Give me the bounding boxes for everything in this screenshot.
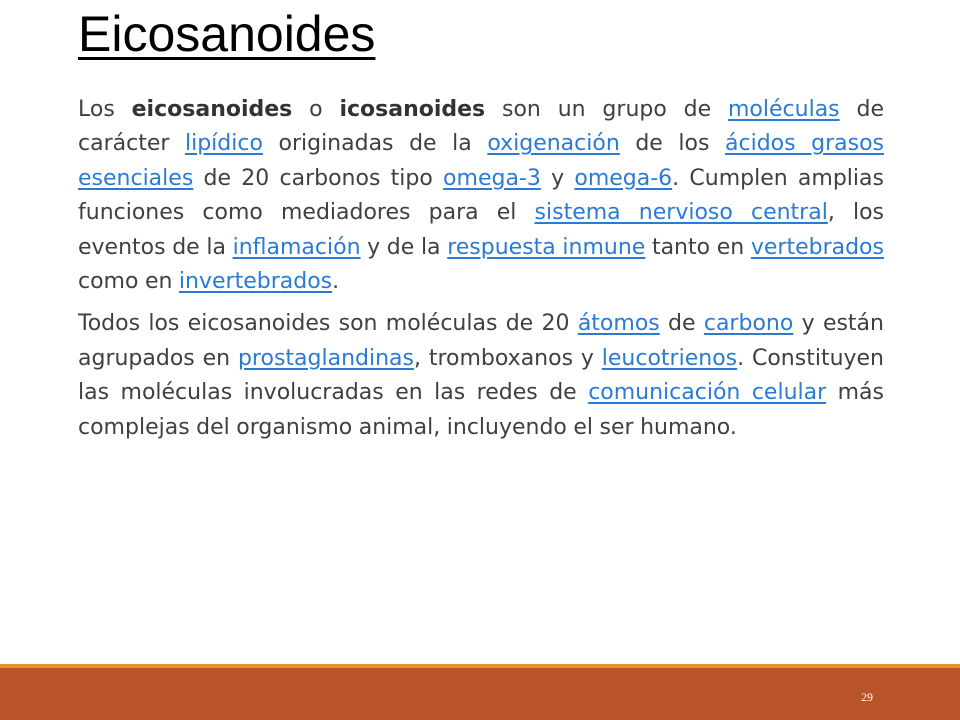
text: Todos los eicosanoides son moléculas de 20 — [78, 311, 578, 337]
link-prostaglandinas[interactable]: prostaglandinas — [237, 345, 414, 371]
link-sistema-nervioso-central[interactable]: sistema nervioso central — [534, 200, 828, 226]
text: Los — [78, 97, 132, 122]
footer-bar — [0, 668, 960, 720]
text: de carácter — [78, 97, 884, 157]
slide-title: Eicosanoides — [78, 6, 376, 62]
text: de 20 carbonos tipo — [193, 165, 444, 191]
paragraph-1 — [78, 93, 884, 299]
text: tanto en — [645, 234, 751, 260]
link-carbono[interactable]: carbono — [703, 311, 794, 337]
text: son un grupo de — [485, 97, 728, 122]
text: de los — [619, 131, 725, 157]
text: y están agrupados en — [78, 311, 884, 371]
link-respuesta-inmune[interactable]: respuesta inmune — [447, 234, 646, 260]
text: y de la — [360, 234, 448, 260]
text: más complejas del organismo animal, incluyendo el ser humano. — [78, 380, 884, 440]
link-omega-3[interactable]: omega-3 — [443, 165, 541, 191]
term-icosanoides: icosanoides — [339, 97, 486, 122]
link-omega-6[interactable]: omega-6 — [574, 165, 673, 191]
link-inflamacion[interactable]: inflamación — [232, 234, 361, 260]
link-moleculas[interactable]: moléculas — [728, 97, 840, 122]
link-leucotrienos[interactable]: leucotrienos — [601, 345, 738, 371]
link-comunicacion-celular[interactable]: comunicación celular — [588, 380, 827, 406]
text: . Constituyen las moléculas involucradas en las redes de — [78, 345, 885, 406]
link-acidos-grasos-esenciales[interactable]: ácidos grasos esenciales — [78, 131, 885, 191]
link-lipidico[interactable]: lipídico — [184, 131, 263, 157]
text: , los eventos de la — [78, 200, 884, 260]
text: , tromboxanos y — [414, 345, 602, 371]
text: o — [292, 97, 340, 122]
text: de — [659, 311, 704, 337]
page-number: 29 — [861, 690, 873, 704]
slide-body — [78, 93, 884, 453]
link-atomos[interactable]: átomos — [577, 311, 660, 337]
term-eicosanoides: eicosanoides — [131, 97, 293, 122]
text: . Cumplen amplias funciones como mediadores para el — [78, 165, 884, 226]
link-oxigenacion[interactable]: oxigenación — [487, 131, 620, 157]
text: como en — [78, 269, 179, 295]
paragraph-2 — [78, 307, 884, 445]
link-vertebrados[interactable]: vertebrados — [750, 234, 884, 260]
link-invertebrados[interactable]: invertebrados — [178, 269, 333, 295]
text: . — [332, 269, 340, 295]
text: y — [540, 165, 575, 191]
text: originadas de la — [262, 131, 488, 157]
